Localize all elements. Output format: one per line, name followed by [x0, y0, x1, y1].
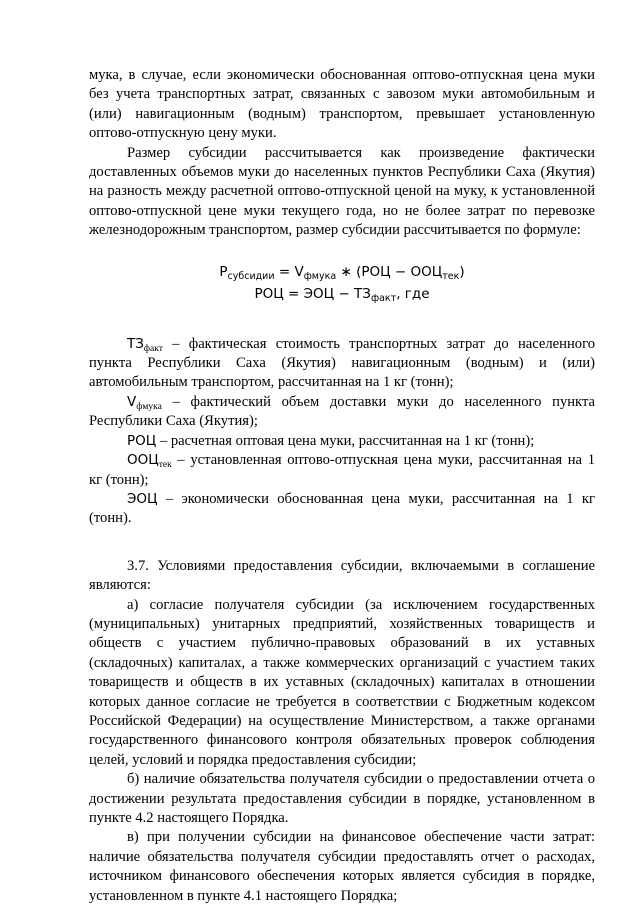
definition-ooc-symbol: ООЦ [127, 452, 159, 469]
formula-p-sub: субсидии [227, 270, 275, 282]
paragraph-subsidy-size: Размер субсидии рассчитывается как произведение фактически доставленных объемов муки до населенных пунктов Республики Саха (Якутия) на разность между расчетной оптово-отпускной ценой на муку, к установленной оптово-отпускной цене муки текущего года, но не более затрат по перевозке железнодорожным транспортом, размер субсидии рассчитывается по формуле: [89, 144, 595, 239]
document-body [89, 66, 595, 906]
formula-end: ) [459, 263, 465, 280]
definition-v [89, 393, 595, 432]
condition-v: в) при получении субсидии на финансовое обеспечение части затрат: наличие обязательства получателя субсидии предоставлять отчет о расходах, источником финансового обеспечения которых является субсидия в порядке, установленном в пункте 4.1 настоящего Порядка; [89, 829, 595, 904]
formula-roc [89, 283, 595, 305]
section-heading: 3.7. Условиями предоставления субсидии, включаемыми в соглашение являются: [89, 557, 595, 594]
definition-ooc-text: – установленная оптово-отпускная цена муки, рассчитанная на 1 кг (тонн); [89, 452, 595, 488]
definition-eoc-text: – экономически обоснованная цена муки, рассчитанная на 1 кг (тонн). [89, 490, 595, 527]
formula-mid: ∗ (РОЦ − ООЦ [336, 263, 443, 280]
definition-tz-sub: факт [143, 343, 163, 354]
condition-b: б) наличие обязательства получателя субсидии о предоставлении отчета о достижении результата предоставления субсидии в порядке, установленном в пункте 4.2 настоящего Порядка. [89, 771, 595, 826]
definition-v-text: – фактический объем доставки муки до населенного пункта Республики Саха (Якутия); [89, 393, 595, 430]
formula-eq-v: = V [274, 263, 304, 280]
definition-roc [89, 432, 595, 451]
definition-v-sub: фмука [136, 401, 162, 412]
condition-a: а) согласие получателя субсидии (за исключением государственных (муниципальных) унитарных предприятий, хозяйственных товариществ и обществ с участием публично-правовых образований в их уставных (складочных) капиталах, а также коммерческих организаций с участием таких товариществ и обществ в их уставных (складочных) капиталах в отношении которых данное согласие не требуется в соответствии с Бюджетным кодексом Российской Федерации) на осуществление Министерством, а также органами государственного финансового контроля обязательных проверок соблюдения целей, условий и порядка предоставления субсидии; [89, 596, 595, 768]
formula-subsidy [89, 261, 595, 283]
definition-tz [89, 335, 595, 393]
formula-p: P [219, 263, 228, 280]
definition-roc-symbol: РОЦ [127, 432, 157, 449]
definition-ooc-sub: тек [158, 460, 172, 471]
paragraph-intro: мука, в случае, если экономически обоснованная оптово-отпускная цена муки без учета транспортных затрат, связанных с завозом муки автомобильным и (или) навигационным (водным) транспортом, превышает установленную оптово-отпускную цену муки. [89, 67, 595, 142]
definition-eoc-symbol: ЭОЦ [127, 490, 158, 507]
formula-v-sub: фмука [303, 270, 337, 282]
definition-eoc [89, 490, 595, 529]
definition-v-symbol: V [127, 393, 137, 410]
formula-roc-lhs: РОЦ = ЭОЦ − ТЗ [254, 285, 371, 302]
definition-tz-text: – фактическая стоимость транспортных затрат до населенного пункта Республики Саха (Якутия) навигационным (водным) и (или) автомобильным транспортом, рассчитанная на 1 кг (тонн); [89, 335, 595, 391]
definition-tz-symbol: ТЗ [127, 335, 144, 352]
formula-tz-sub: факт [370, 292, 397, 304]
definition-roc-text: – расчетная оптовая цена муки, рассчитанная на 1 кг (тонн); [156, 432, 535, 449]
definition-ooc [89, 451, 595, 490]
formula-ooc-sub: тек [442, 270, 460, 282]
formula-roc-tail: , где [396, 285, 430, 302]
